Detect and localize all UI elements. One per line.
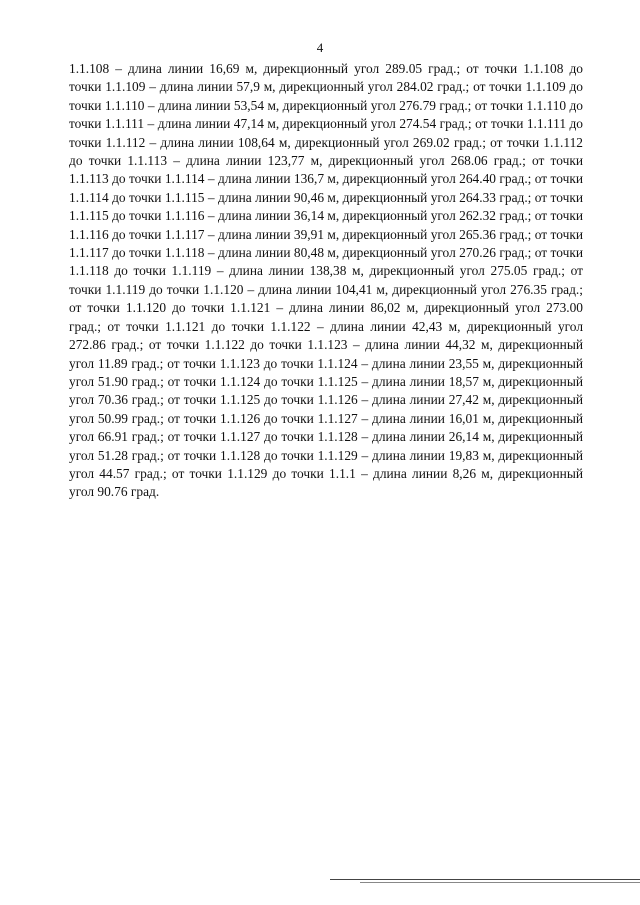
body-paragraph: 1.1.108 – длина линии 16,69 м, дирекционный угол 289.05 град.; от точки 1.1.108 до точки 1.1.109 – длина линии 57,9 м, дирекционный угол 284.02 град.; от точки 1.1.109 до точки 1.1.110 – длина линии 53,54 м, дирекционный угол 276.79 град.; от точки 1.1.110 до точки 1.1.111 – длина линии 47,14 м, дирекционный угол 274.54 град.; от точки 1.1.111 до точки 1.1.112 – длина линии 108,64 м, дирекционный угол 269.02 град.; от точки 1.1.112 до точки 1.1.113 – длина линии 123,77 м, дирекционный угол 268.06 град.; от точки 1.1.113 до точки 1.1.114 – длина линии 136,7 м, дирекционный угол 264.40 град.; от точки 1.1.114 до точки 1.1.115 – длина линии 90,46 м, дирекционный угол 264.33 град.; от точки 1.1.115 до точки 1.1.116 – длина линии 36,14 м, дирекционный угол 262.32 град.; от точки 1.1.116 до точки 1.1.117 – длина линии 39,91 м, дирекционный угол 265.36 град.; от точки 1.1.117 до точки 1.1.118 – длина линии 80,48 м, дирекционный угол 270.26 град.; от точки 1.1.118 до точки 1.1.119 – длина линии 138,38 м, дирекционный угол 275.05 град.; от точки 1.1.119 до точки 1.1.120 – длина линии 104,41 м, дирекционный угол 276.35 град.; от точки 1.1.120 до точки 1.1.121 – длина линии 86,02 м, дирекционный угол 273.00 град.; от точки 1.1.121 до точки 1.1.122 – длина линии 42,43 м, дирекционный угол 272.86 град.; от точки 1.1.122 до точки 1.1.123 – длина линии 44,32 м, дирекционный угол 11.89 град.; от точки 1.1.123 до точки 1.1.124 – длина линии 23,55 м, дирекционный угол 51.90 град.; от точки 1.1.124 до точки 1.1.125 – длина линии 18,57 м, дирекционный угол 70.36 град.; от точки 1.1.125 до точки 1.1.126 – длина линии 27,42 м, дирекционный угол 50.99 град.; от точки 1.1.126 до точки 1.1.127 – длина линии 16,01 м, дирекционный угол 66.91 град.; от точки 1.1.127 до точки 1.1.128 – длина линии 26,14 м, дирекционный угол 51.28 град.; от точки 1.1.128 до точки 1.1.129 – длина линии 19,83 м, дирекционный угол 44.57 град.; от точки 1.1.129 до точки 1.1.1 – длина линии 8,26 м, дирекционный угол 90.76 град. <box>69 61 583 500</box>
footer-rule <box>330 879 640 880</box>
page-number: 4 <box>316 40 324 55</box>
footer-rule-secondary <box>360 882 640 883</box>
